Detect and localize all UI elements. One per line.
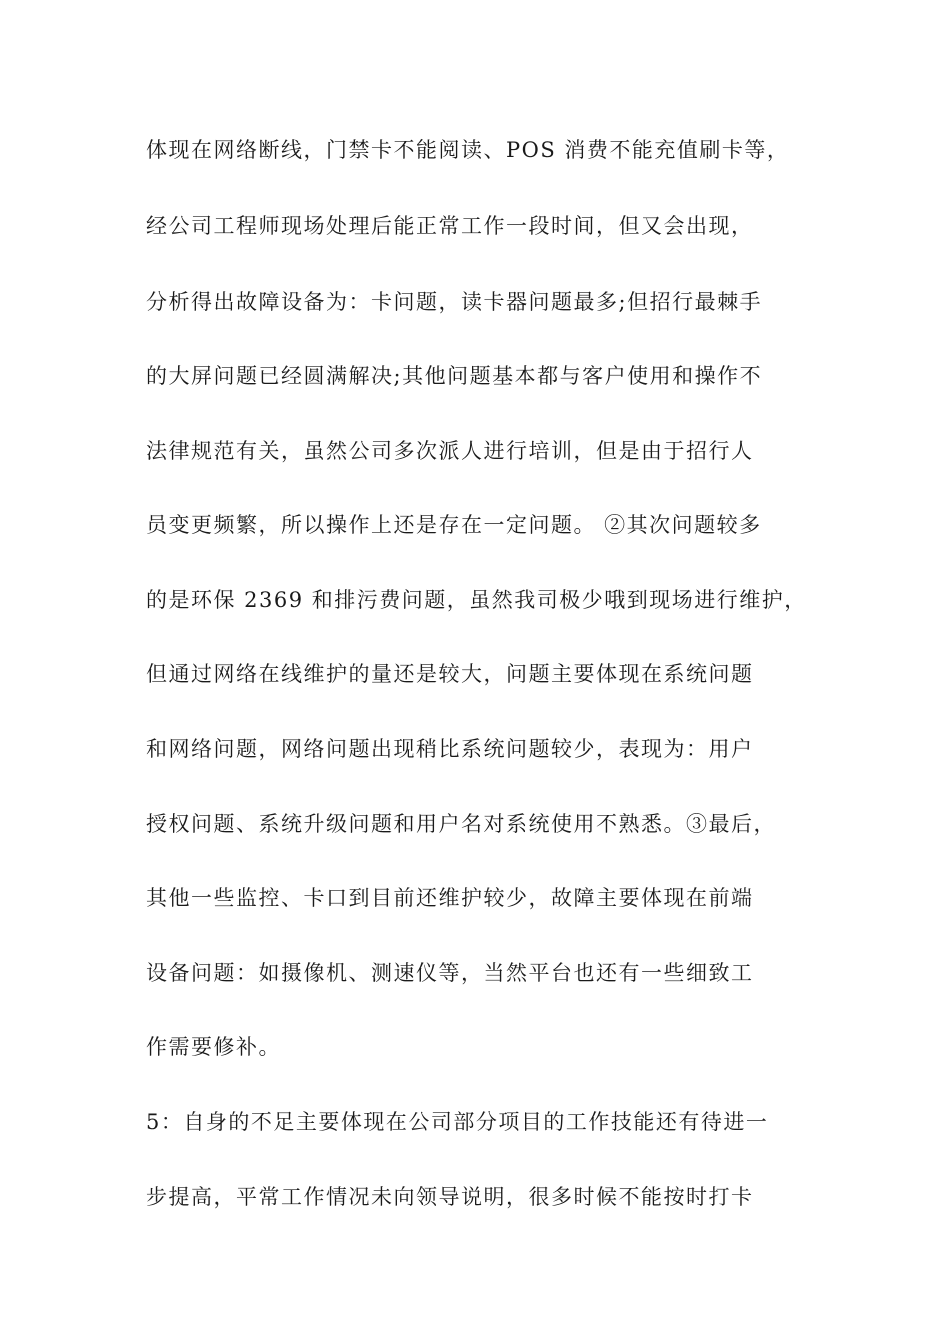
text-line: 其他一些监控、卡口到目前还维护较少，故障主要体现在前端 (146, 886, 754, 910)
text-line: 步提高，平常工作情况未向领导说明，很多时候不能按时打卡 (146, 1185, 754, 1209)
text-line: 法律规范有关，虽然公司多次派人进行培训，但是由于招行人 (146, 439, 754, 463)
text-line: 体现在网络断线，门禁卡不能阅读、POS 消费不能充值刷卡等， (146, 138, 790, 162)
text-line: 但通过网络在线维护的量还是较大，问题主要体现在系统问题 (146, 662, 754, 686)
text-line: 经公司工程师现场处理后能正常工作一段时间，但又会出现， (146, 214, 754, 238)
text-line: 的大屏问题已经圆满解决;其他问题基本都与客户使用和操作不 (146, 364, 763, 388)
text-line: 的是环保 2369 和排污费问题，虽然我司极少哦到现场进行维护， (146, 588, 807, 612)
text-line: 设备问题：如摄像机、测速仪等，当然平台也还有一些细致工 (146, 961, 754, 985)
text-line: 5：自身的不足主要体现在公司部分项目的工作技能还有待进一 (146, 1110, 769, 1134)
text-line: 作需要修补。 (146, 1035, 281, 1059)
text-line: 员变更频繁，所以操作上还是存在一定问题。 ②其次问题较多 (146, 513, 762, 537)
text-line: 和网络问题，网络问题出现稍比系统问题较少，表现为：用户 (146, 737, 754, 761)
text-line: 授权问题、系统升级问题和用户名对系统使用不熟悉。③最后， (146, 812, 776, 836)
text-line: 分析得出故障设备为：卡问题，读卡器问题最多;但招行最棘手 (146, 290, 763, 314)
